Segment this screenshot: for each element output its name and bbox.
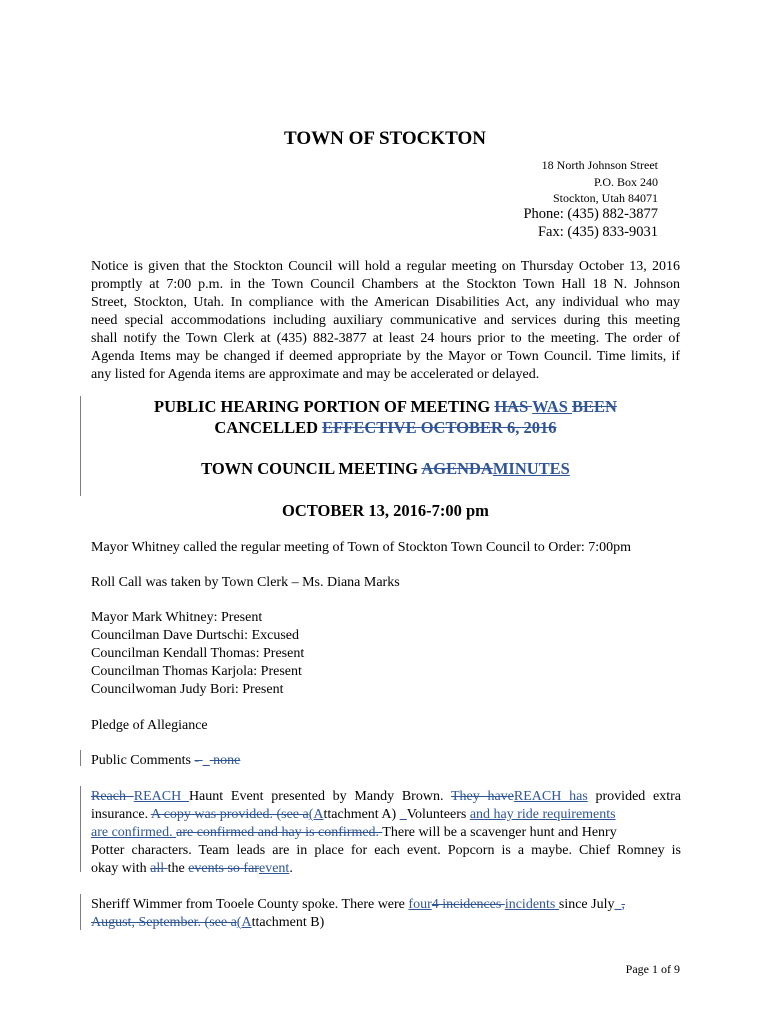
inserted-text: REACH — [133, 789, 189, 804]
attendance-item: Councilman Kendall Thomas: Present — [91, 646, 305, 661]
heading-text: PUBLIC HEARING PORTION OF MEETING — [154, 397, 495, 416]
body-text: okay with — [91, 861, 151, 876]
body-text: Public Comments — [91, 753, 195, 768]
deleted-text: Reach — [91, 789, 134, 804]
inserted-text: WAS — [532, 397, 572, 416]
attendance-item: Councilwoman Judy Bori: Present — [91, 682, 284, 697]
deleted-text: events so far — [188, 861, 259, 876]
deleted-text: They have — [450, 789, 514, 804]
deleted-text: 4 incidences — [431, 897, 505, 912]
council-meeting-heading — [91, 458, 680, 479]
meeting-date-heading: OCTOBER 13, 2016-7:00 pm — [282, 501, 489, 520]
inserted-text: four — [408, 897, 432, 912]
fax-number: Fax: (435) 833-9031 — [537, 224, 658, 240]
revision-change-bar — [80, 786, 81, 872]
deleted-text: are confirmed and hay is confirmed. — [176, 825, 383, 840]
inserted-text: incidents — [504, 897, 559, 912]
heading-text: CANCELLED — [214, 418, 323, 437]
deleted-text: AGENDA — [421, 459, 493, 478]
public-hearing-heading — [91, 396, 680, 438]
body-text: Sheriff Wimmer from Tooele County spoke. There were — [91, 897, 409, 912]
attendance-item: Councilman Thomas Karjola: Present — [91, 664, 302, 679]
deleted-text: - — [194, 753, 203, 768]
notice-line: any listed for Agenda items are approximate and may be accelerated or delayed. — [91, 367, 540, 382]
document-title: TOWN OF STOCKTON — [283, 128, 486, 149]
sheriff-report-paragraph — [91, 896, 681, 932]
deleted-text: all — [150, 861, 168, 876]
haunt-event-paragraph — [91, 788, 681, 878]
attendance-item: Councilman Dave Durtschi: Excused — [91, 628, 300, 643]
deleted-text: A copy was provided. (see a — [150, 807, 309, 822]
address-street: 18 North Johnson Street — [541, 158, 658, 172]
inserted-text: _ — [202, 753, 210, 768]
body-text: ttachment B) — [251, 915, 325, 930]
notice-line: Notice is given that the Stockton Council will hold a regular meeting on Thursday October 13, 2016 — [91, 259, 680, 274]
address-city: Stockton, Utah 84071 — [553, 191, 658, 205]
heading-text: TOWN COUNCIL MEETING — [201, 459, 422, 478]
paragraph-line — [91, 788, 681, 806]
deleted-text: none — [209, 753, 241, 768]
meeting-notice — [91, 258, 680, 384]
body-text: insurance. — [91, 807, 151, 822]
paragraph-line — [91, 896, 681, 914]
revision-change-bar — [80, 396, 81, 496]
body-text: since July — [558, 897, 615, 912]
body-text: . — [289, 861, 293, 876]
deleted-text: , — [621, 897, 625, 912]
body-text: Haunt Event presented by Mandy Brown. — [188, 789, 451, 804]
paragraph-line — [91, 914, 681, 932]
deleted-text: BEEN — [572, 397, 617, 416]
notice-line: promptly at 7:00 p.m. in the Town Council Chambers at the Stockton Town Hall 18 N. Johnson — [91, 277, 680, 292]
body-text: provided extra — [587, 789, 682, 804]
body-text: There will be a scavenger hunt and Henry — [382, 825, 617, 840]
deleted-text: HAS — [494, 397, 533, 416]
roll-call: Roll Call was taken by Town Clerk – Ms. Diana Marks — [91, 575, 400, 590]
inserted-text: REACH has — [513, 789, 588, 804]
revision-change-bar — [80, 894, 81, 930]
deleted-text: August, September. (see a — [91, 915, 237, 930]
body-text: Volunteers — [406, 807, 470, 822]
inserted-text: _ — [614, 897, 622, 912]
page-number: Page 1 of 9 — [625, 962, 680, 976]
attendance-list — [91, 609, 691, 699]
pledge-of-allegiance: Pledge of Allegiance — [91, 718, 208, 733]
notice-line: need special accommodations including auxiliary communicative and services during this meeting — [91, 313, 680, 328]
paragraph-line: Potter characters. Team leads are in place for each event. Popcorn is a maybe. Chief Romney is — [91, 843, 681, 858]
paragraph-line — [91, 860, 681, 878]
notice-line: shall notify the Town Clerk at (435) 882-3877 at least 24 hours prior to the meeting. The order of — [91, 331, 680, 346]
revision-change-bar — [80, 750, 81, 766]
public-comments — [91, 752, 691, 770]
body-text: ttachment A) — [323, 807, 400, 822]
notice-line: Street, Stockton, Utah. In compliance with the American Disabilities Act, any individual who may — [91, 295, 680, 310]
call-to-order: Mayor Whitney called the regular meeting of Town of Stockton Town Council to Order: 7:00pm — [91, 540, 632, 555]
body-text: the — [167, 861, 189, 876]
inserted-text: and hay ride requirements — [469, 807, 616, 822]
inserted-text: are confirmed. — [91, 825, 177, 840]
inserted-text: _ — [399, 807, 407, 822]
inserted-text: MINUTES — [492, 459, 570, 478]
address-po-box: P.O. Box 240 — [593, 175, 658, 189]
notice-line: Agenda Items may be changed if deemed appropriate by the Mayor or Town Council. Time limits, if — [91, 349, 680, 364]
attendance-item: Mayor Mark Whitney: Present — [91, 610, 263, 625]
deleted-text: EFFECTIVE OCTOBER 6, 2016 — [322, 418, 557, 437]
inserted-text: (A — [236, 915, 252, 930]
inserted-text: event — [258, 861, 290, 876]
paragraph-line — [91, 824, 681, 842]
inserted-text: (A — [308, 807, 324, 822]
paragraph-line — [91, 806, 681, 824]
phone-number: Phone: (435) 882-3877 — [523, 206, 658, 222]
